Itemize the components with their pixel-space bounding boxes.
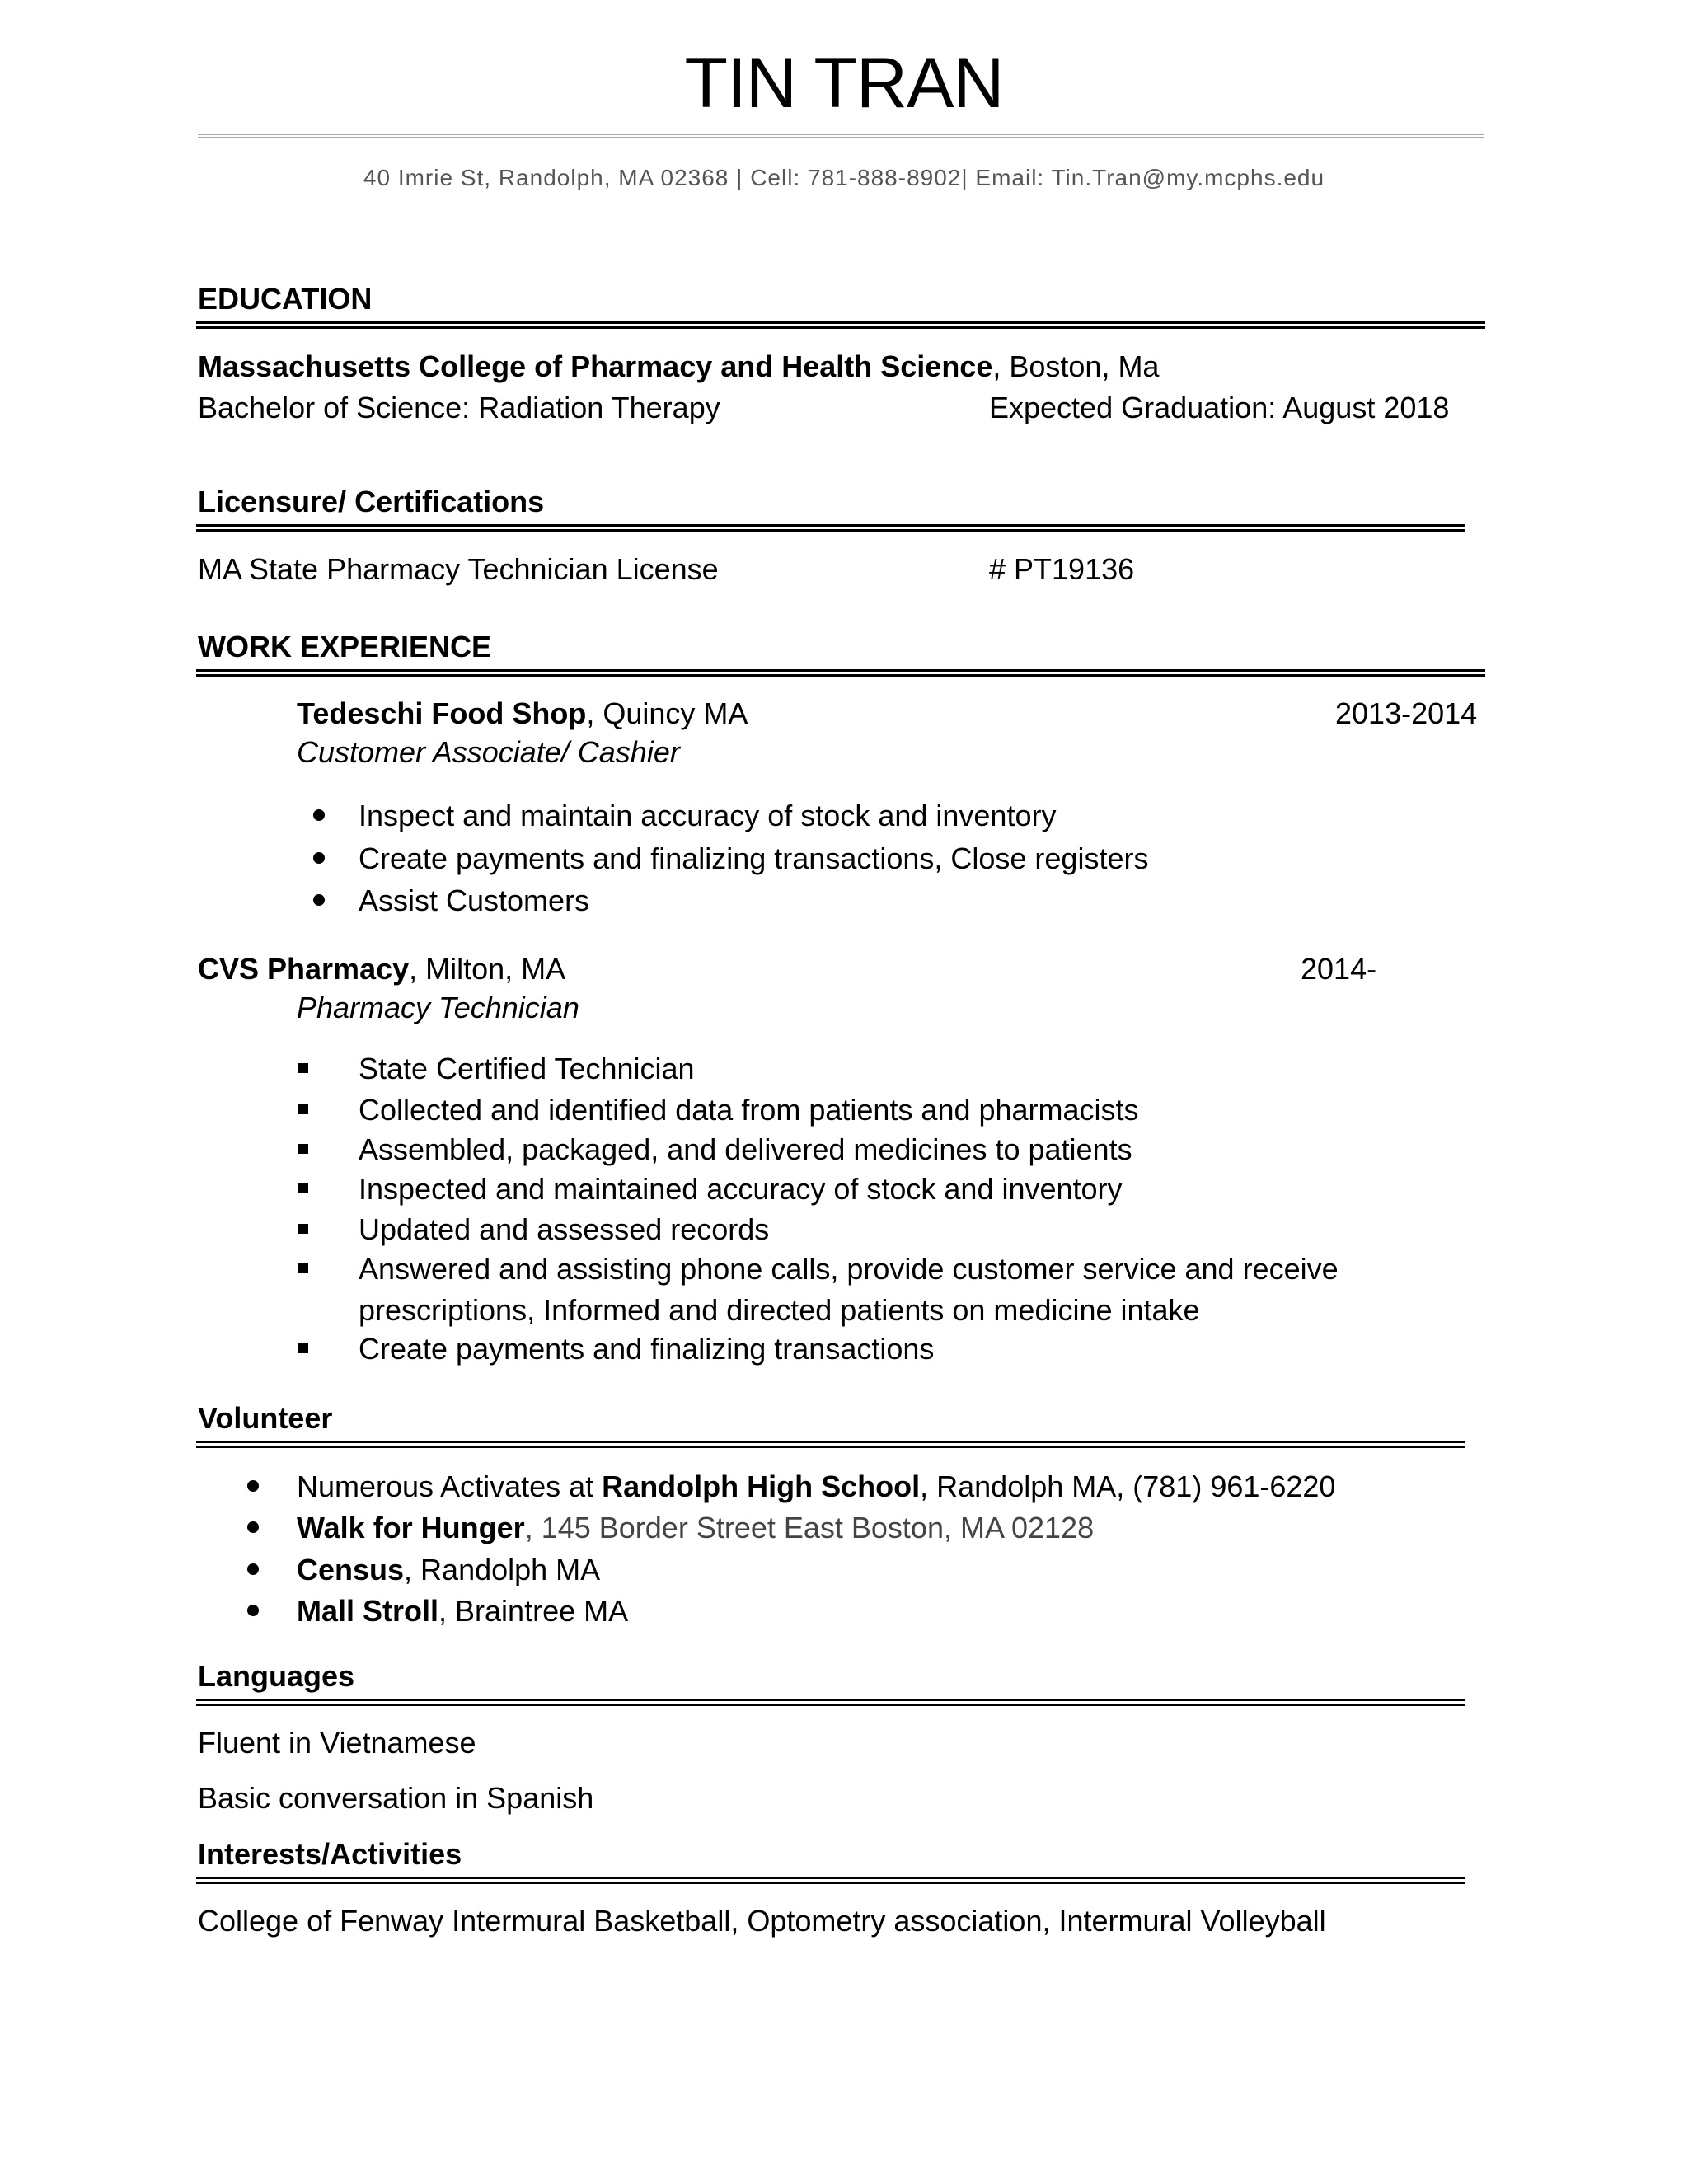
education-heading: EDUCATION: [198, 282, 373, 316]
job-title: Pharmacy Technician: [297, 991, 579, 1024]
resume-name: TIN TRAN: [684, 44, 1004, 123]
header-divider: [198, 134, 1484, 138]
license-number: # PT19136: [989, 552, 1135, 586]
degree: Bachelor of Science: Radiation Therapy: [198, 391, 720, 424]
volunteer-org: Census: [297, 1553, 405, 1586]
language-item: Fluent in Vietnamese: [198, 1726, 476, 1760]
volunteer-heading: Volunteer: [198, 1401, 333, 1435]
licensure-heading: Licensure/ Certifications: [198, 485, 545, 518]
bullet-square-icon: [298, 1104, 308, 1114]
bullet-icon: [313, 852, 325, 864]
work-divider: [196, 669, 1485, 677]
bullet-icon: [247, 1605, 259, 1616]
job-location: , Quincy MA: [586, 696, 748, 730]
volunteer-org: Walk for Hunger: [297, 1511, 525, 1544]
volunteer-detail: , Randolph MA, (781) 961-6220: [920, 1469, 1336, 1503]
bullet-square-icon: [298, 1343, 308, 1353]
languages-heading: Languages: [198, 1659, 355, 1693]
job-employer: Tedeschi Food Shop: [297, 696, 587, 730]
job-header: [198, 952, 565, 987]
job-location: , Milton, MA: [409, 952, 566, 986]
interests-heading: Interests/Activities: [198, 1837, 462, 1871]
job-bullet: Inspect and maintain accuracy of stock and inventory: [359, 799, 1057, 832]
job-employer: CVS Pharmacy: [198, 952, 410, 986]
education-divider: [196, 321, 1485, 329]
job-dates: 2013-2014: [1335, 696, 1478, 730]
languages-divider: [196, 1699, 1465, 1706]
bullet-square-icon: [298, 1183, 308, 1193]
licensure-divider: [196, 524, 1465, 532]
volunteer-detail: , Braintree MA: [438, 1594, 629, 1628]
job-bullet: Updated and assessed records: [359, 1212, 770, 1246]
job-header: [297, 696, 748, 731]
job-bullet: Inspected and maintained accuracy of stock and inventory: [359, 1172, 1123, 1206]
bullet-square-icon: [298, 1263, 308, 1273]
job-bullet: Assembled, packaged, and delivered medicines to patients: [359, 1132, 1132, 1166]
volunteer-divider: [196, 1441, 1465, 1448]
work-heading: WORK EXPERIENCE: [198, 630, 492, 663]
education-school-line: [198, 349, 1159, 384]
volunteer-detail: , Randolph MA: [404, 1553, 601, 1586]
bullet-icon: [247, 1480, 259, 1492]
bullet-icon: [247, 1521, 259, 1533]
job-bullet: State Certified Technician: [359, 1052, 695, 1085]
bullet-icon: [247, 1563, 259, 1575]
volunteer-item: [297, 1594, 628, 1629]
school-location: , Boston, Ma: [992, 349, 1160, 383]
volunteer-item: [297, 1511, 1094, 1545]
bullet-square-icon: [298, 1063, 308, 1073]
graduation-date: Expected Graduation: August 2018: [989, 391, 1450, 424]
bullet-icon: [313, 894, 325, 906]
bullet-icon: [313, 809, 325, 821]
volunteer-detail: , 145 Border Street East Boston, MA 02128: [524, 1511, 1095, 1544]
volunteer-org: Randolph High School: [602, 1469, 921, 1503]
interests-text: College of Fenway Intermural Basketball, Optometry association, Intermural Volleyball: [198, 1904, 1326, 1938]
volunteer-item: [297, 1553, 600, 1587]
license-name: MA State Pharmacy Technician License: [198, 552, 719, 586]
job-bullet: Create payments and finalizing transactions: [359, 1332, 935, 1366]
job-bullet: Collected and identified data from patients and pharmacists: [359, 1093, 1139, 1127]
job-bullet: Answered and assisting phone calls, provide customer service and receive: [359, 1252, 1339, 1286]
job-bullet: Create payments and finalizing transactions, Close registers: [359, 841, 1149, 875]
volunteer-item: [297, 1469, 1335, 1504]
job-dates: 2014-: [1301, 952, 1377, 986]
contact-line: 40 Imrie St, Randolph, MA 02368 | Cell: 781-888-8902| Email: Tin.Tran@my.mcphs.edu: [363, 165, 1325, 190]
volunteer-org: Mall Stroll: [297, 1594, 439, 1628]
job-title: Customer Associate/ Cashier: [297, 735, 680, 769]
bullet-square-icon: [298, 1224, 308, 1234]
job-bullet-continuation: prescriptions, Informed and directed patients on medicine intake: [359, 1293, 1200, 1327]
volunteer-prefix: Numerous Activates at: [297, 1469, 603, 1503]
language-item: Basic conversation in Spanish: [198, 1781, 594, 1815]
school-name: Massachusetts College of Pharmacy and Health Science: [198, 349, 993, 383]
job-bullet: Assist Customers: [359, 883, 590, 917]
bullet-square-icon: [298, 1144, 308, 1154]
interests-divider: [196, 1877, 1465, 1884]
